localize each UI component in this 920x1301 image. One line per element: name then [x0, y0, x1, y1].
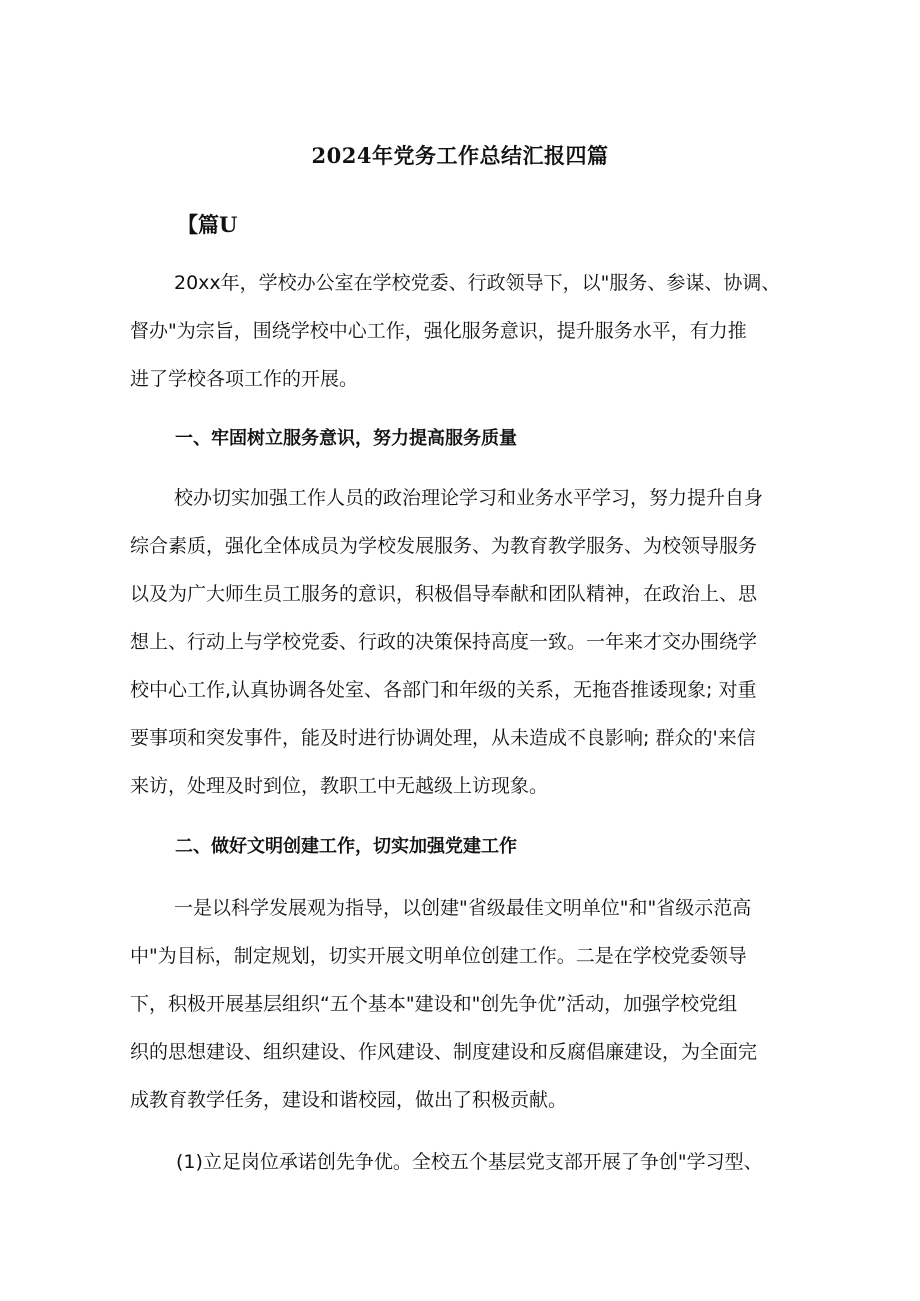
text-line: (1)立足岗位承诺创先争优。全校五个基层党支部开展了争创"学习型、 — [176, 1151, 763, 1173]
text-line: 校中心工作,认真协调各处室、各部门和年级的关系，无拖沓推诿现象; 对重 — [130, 679, 757, 701]
page-title: 2024年党务工作总结汇报四篇 — [311, 143, 609, 168]
text-line: 20xx年，学校办公室在学校党委、行政领导下，以"服务、参谋、协调、 — [174, 272, 781, 294]
intro-paragraph — [130, 259, 798, 403]
text-line: 中"为目标，制定规划，切实开展文明单位创建工作。二是在学校党委领导 — [130, 945, 747, 967]
section-heading-2: 二、做好文明创建工作，切实加强党建工作 — [175, 836, 517, 857]
text-line: 综合素质，强化全体成员为学校发展服务、为教育教学服务、为校领导服务 — [130, 535, 758, 557]
text-line: 成教育教学任务，建设和谐校园，做出了积极贡献。 — [130, 1089, 568, 1111]
text-line: 来访，处理及时到位，教职工中无越级上访现象。 — [130, 775, 549, 797]
section-tag: 【篇U — [177, 212, 238, 237]
text-line: 校办切实加强工作人员的政治理论学习和业务水平学习，努力提升自身 — [174, 487, 764, 509]
paragraph-1 — [130, 474, 798, 810]
paragraph-2 — [130, 884, 798, 1124]
text-line: 织的思想建设、组织建设、作风建设、制度建设和反腐倡廉建设，为全面完 — [130, 1041, 758, 1063]
section-heading-1: 一、牢固树立服务意识，努力提高服务质量 — [175, 428, 517, 449]
text-line: 进了学校各项工作的开展。 — [130, 368, 359, 390]
text-line: 督办"为宗旨，围绕学校中心工作，强化服务意识，提升服务水平，有力推 — [130, 320, 747, 342]
text-line: 下，积极开展基层组织“五个基本"建设和"创先争优”活动，加强学校党组 — [130, 993, 738, 1015]
paragraph-3 — [130, 1138, 798, 1186]
text-line: 一是以科学发展观为指导，以创建"省级最佳文明单位"和"省级示范高 — [174, 897, 752, 919]
text-line: 要事项和突发事件，能及时进行协调处理，从未造成不良影响; 群众的'来信 — [130, 727, 756, 749]
text-line: 想上、行动上与学校党委、行政的决策保持高度一致。一年来才交办围绕学 — [130, 631, 758, 653]
text-line: 以及为广大师生员工服务的意识，积极倡导奉献和团队精神，在政治上、思 — [130, 583, 758, 605]
